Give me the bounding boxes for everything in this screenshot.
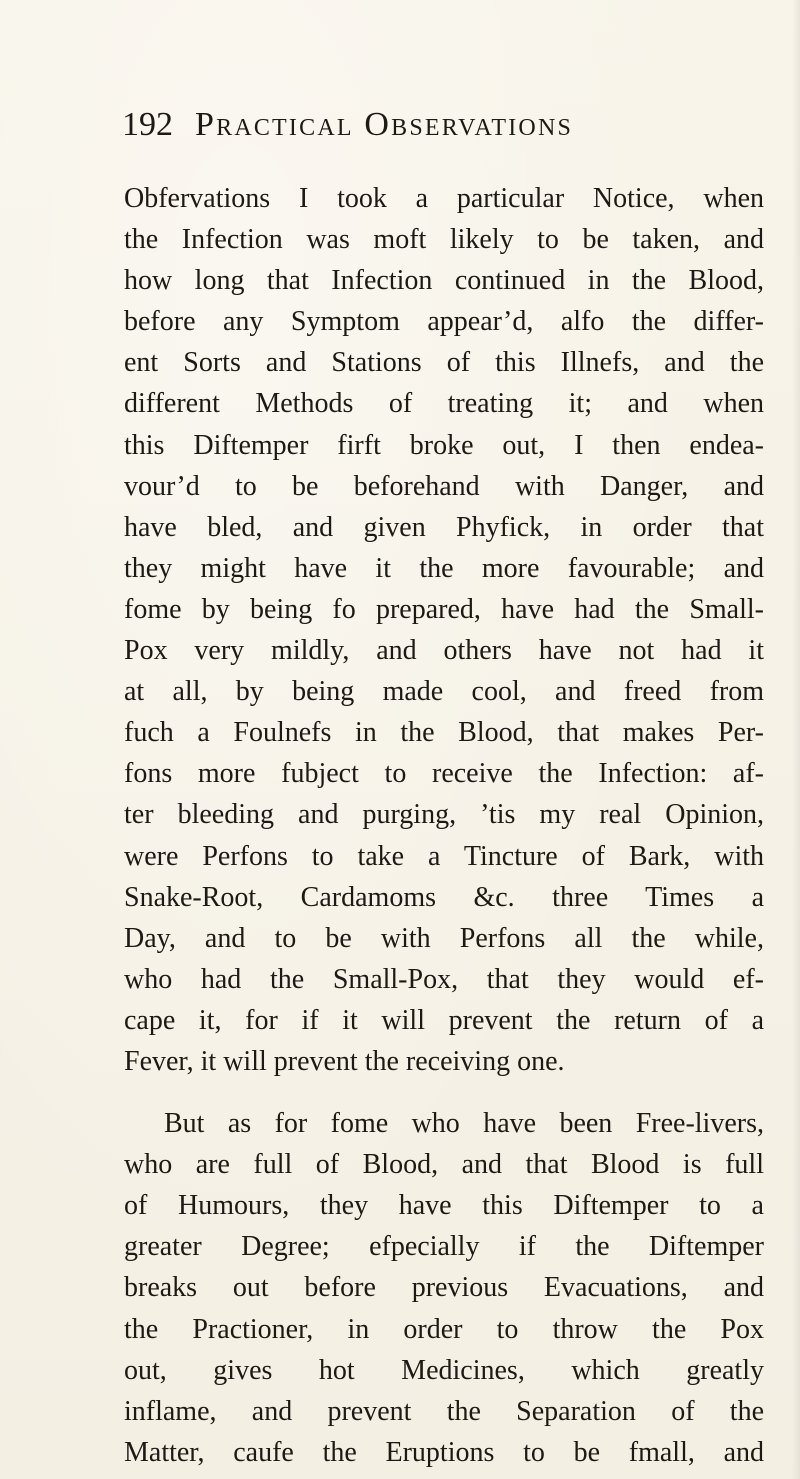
page-header [122, 106, 762, 158]
page-edge-shadow [792, 0, 800, 1479]
text-line: the Practioner, in order to throw the Pox [124, 1313, 764, 1345]
text-line: Snake-Root, Cardamoms &c. three Times a [124, 881, 764, 913]
paragraph-1 [124, 178, 764, 1082]
text-line: have bled, and given Phyfick, in order that [124, 511, 764, 543]
text-line: fuch a Foulnefs in the Blood, that makes Per- [124, 717, 764, 749]
text-line: But as for fome who have been Free-livers, [164, 1108, 764, 1140]
text-line: at all, by being made cool, and freed from [124, 676, 764, 708]
text-line: Fever, it will prevent the receiving one. [124, 1045, 565, 1077]
text-line: how long that Infection continued in the Blood, [124, 265, 764, 297]
text-line: they might have it the more favourable; and [124, 552, 764, 584]
text-line: ter bleeding and purging, ’tis my real Opinion, [124, 799, 764, 831]
text-line: were Perfons to take a Tincture of Bark, with [124, 840, 764, 872]
text-line: out, gives hot Medicines, which greatly [124, 1354, 764, 1386]
text-line: breaks out before previous Evacuations, and [124, 1272, 764, 1304]
text-line: greater Degree; efpecially if the Diftemper [124, 1231, 764, 1263]
text-line: the Infection was moft likely to be taken, and [124, 224, 764, 256]
text-line: Matter, caufe the Eruptions to be fmall, and [124, 1436, 764, 1468]
text-line: this Diftemper firft broke out, I then endea- [124, 429, 764, 461]
text-line: fons more fubject to receive the Infection: af- [124, 758, 764, 790]
text-line: vour’d to be beforehand with Danger, and [124, 470, 764, 502]
running-head: Practical Observations [195, 106, 574, 143]
text-line: who are full of Blood, and that Blood is full [124, 1149, 764, 1181]
text-line: cape it, for if it will prevent the return of a [124, 1004, 764, 1036]
page-number: 192 [122, 106, 173, 143]
text-line: inflame, and prevent the Separation of the [124, 1395, 764, 1427]
text-line: different Methods of treating it; and when [124, 388, 764, 420]
text-line: Obfervations I took a particular Notice, when [124, 183, 764, 214]
text-line: Day, and to be with Perfons all the while, [124, 922, 764, 954]
text-line: fome by being fo prepared, have had the Small- [124, 593, 764, 625]
text-line: of Humours, they have this Diftemper to a [124, 1190, 764, 1222]
text-line: ent Sorts and Stations of this Illnefs, and the [124, 347, 764, 379]
text-line: who had the Small-Pox, that they would ef- [124, 963, 764, 995]
text-line: before any Symptom appear’d, alfo the differ- [124, 306, 764, 338]
body-text [124, 178, 764, 1473]
text-line: Pox very mildly, and others have not had it [124, 635, 764, 667]
paragraph-2 [124, 1103, 764, 1473]
